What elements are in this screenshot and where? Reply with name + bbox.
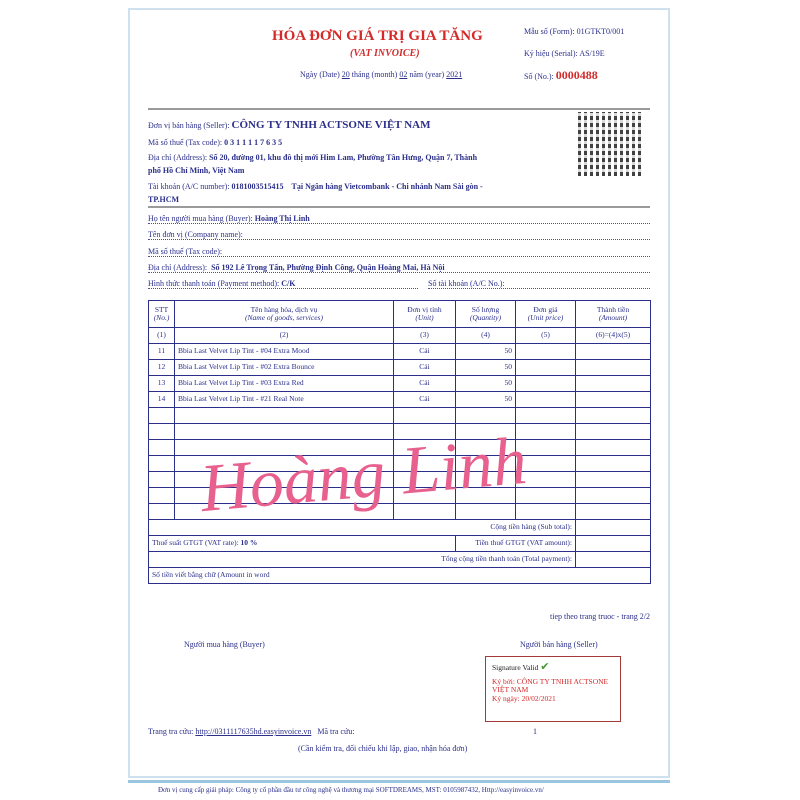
footer-provider: Đơn vị cung cấp giải pháp: Công ty cổ phần đầu tư công nghệ và thương mại SOFTDREAMS, MST: 0105987432, Http://easyinvoice.vn/ [158,786,544,794]
buyer-name: Họ tên người mua hàng (Buyer): Hoàng Thị Linh [148,214,650,224]
invoice-subtitle: (VAT INVOICE) [350,48,420,59]
seller-signature-label: Người bán hàng (Seller) [520,640,598,649]
lookup-link[interactable]: http://0311117635hd.easyinvoice.vn [195,727,312,736]
subtotal-row: Cộng tiền hàng (Sub total): [149,520,651,536]
buyer-company: Tên đơn vị (Company name): [148,230,650,240]
table-row: 14 Bbia Last Velvet Lip Tint - #21 Real Note Cái 50 [149,392,651,408]
serial-number: Ký hiệu (Serial): AS/19E [524,49,605,58]
watermark-signature: Hoàng Linh [197,421,530,527]
table-row: 12 Bbia Last Velvet Lip Tint - #02 Extra Bounce Cái 50 [149,360,651,376]
amount-in-words-row: Số tiền viết bằng chữ (Amount in word [149,568,651,584]
qr-code [578,112,642,176]
table-row: 11 Bbia Last Velvet Lip Tint - #04 Extra Mood Cái 50 [149,344,651,360]
seller-address: Địa chỉ (Address): Số 20, đường 01, khu đô thị mới Him Lam, Phường Tân Hưng, Quận 7, Thành [148,153,478,162]
lookup-code: 1 [533,727,537,736]
buyer-signature-label: Người mua hàng (Buyer) [184,640,265,649]
signature-status: Signature Valid [492,663,539,672]
seller-account: Tài khoản (A/C number): 0181003515415 Tại Ngân hàng Vietcombank - Chi nhánh Nam Sài gòn - [148,182,483,191]
invoice-date: Ngày (Date) 20 tháng (month) 02 năm (year) 2021 [300,70,463,79]
payment-method: Hình thức thanh toán (Payment method): C/K [148,279,418,289]
buyer-tax: Mã số thuế (Tax code): [148,247,650,257]
page-note: tiep theo trang truoc - trang 2/2 [550,612,650,621]
invoice-number: Số (No.): 0000488 [524,68,598,82]
total-row: Tổng cộng tiền thanh toán (Total payment): [149,552,651,568]
seller-tax: Mã số thuế (Tax code): 0 3 1 1 1 1 7 6 3 5 [148,138,283,147]
check-icon: ✔ [540,661,550,673]
vat-row: Thuế suất GTGT (VAT rate): 10 % Tiền thuế GTGT (VAT amount): [149,536,651,552]
buyer-address: Địa chỉ (Address): Số 192 Lê Trọng Tấn, Phường Định Công, Quận Hoàng Mai, Hà Nội [148,263,650,273]
seller-name: Đơn vị bán hàng (Seller): CÔNG TY TNHH ACTSONE VIỆT NAM [148,119,431,131]
table-header: STT (No.) Tên hàng hóa, dịch vụ (Name of goods, services) Đơn vị tính (Unit) Số lượng (Quantity) Đơn giá (Unit price) Thành tiền (Amount) [149,301,651,328]
invoice-title: HÓA ĐƠN GIÁ TRỊ GIA TĂNG [272,28,483,44]
table-row: 13 Bbia Last Velvet Lip Tint - #03 Extra Red Cái 50 [149,376,651,392]
index-row: (1) (2) (3) (4) (5) (6)=(4)x(5) [149,328,651,344]
buyer-account: Số tài khoản (A/C No.): [428,279,650,289]
form-number: Mẫu số (Form): 01GTKT0/001 [524,27,625,36]
digital-signature-box: Signature Valid ✔ Ký bởi: CÔNG TY TNHH ACTSONE VIỆT NAM Ký ngày: 20/02/2021 [485,656,621,722]
check-note: (Cần kiểm tra, đối chiếu khi lập, giao, nhận hóa đơn) [298,744,468,753]
lookup-line: Trang tra cứu: http://0311117635hd.easyinvoice.vn Mã tra cứu: [148,727,355,736]
